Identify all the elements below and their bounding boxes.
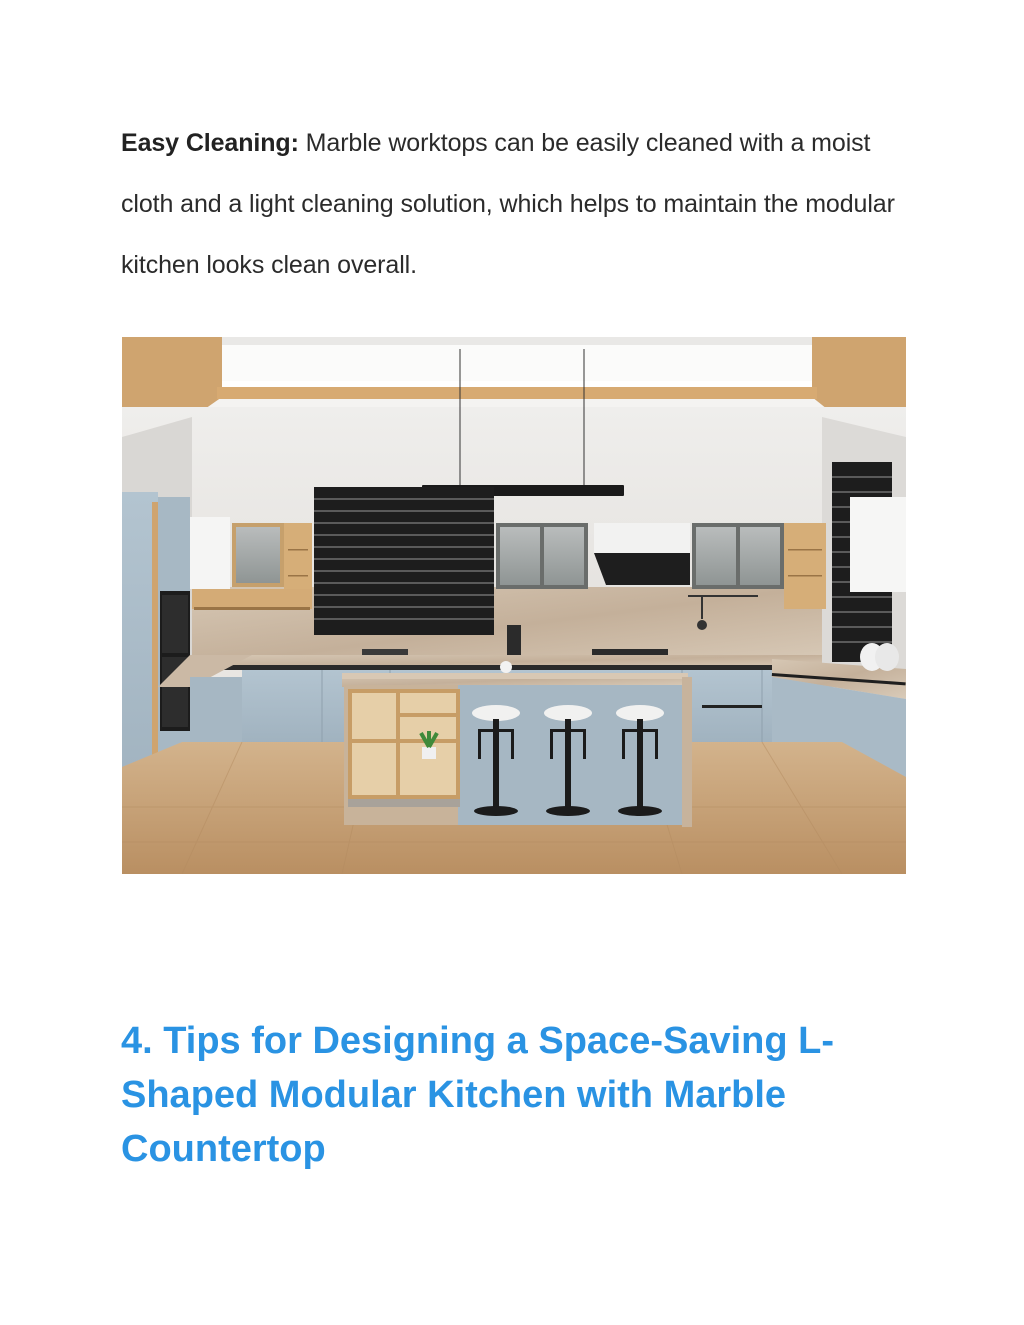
kitchen-illustration <box>122 337 906 874</box>
kitchen-image <box>122 337 906 874</box>
easy-cleaning-text: Marble worktops can be easily cleaned with a moist cloth and a light cleaning solution, which helps to maintain the modular kitchen looks clean overall. <box>121 129 895 279</box>
section-heading: 4. Tips for Designing a Space-Saving L-Shaped Modular Kitchen with Marble Countertop <box>121 1020 835 1170</box>
easy-cleaning-label: Easy Cleaning: <box>121 129 299 157</box>
easy-cleaning-paragraph <box>121 113 911 296</box>
